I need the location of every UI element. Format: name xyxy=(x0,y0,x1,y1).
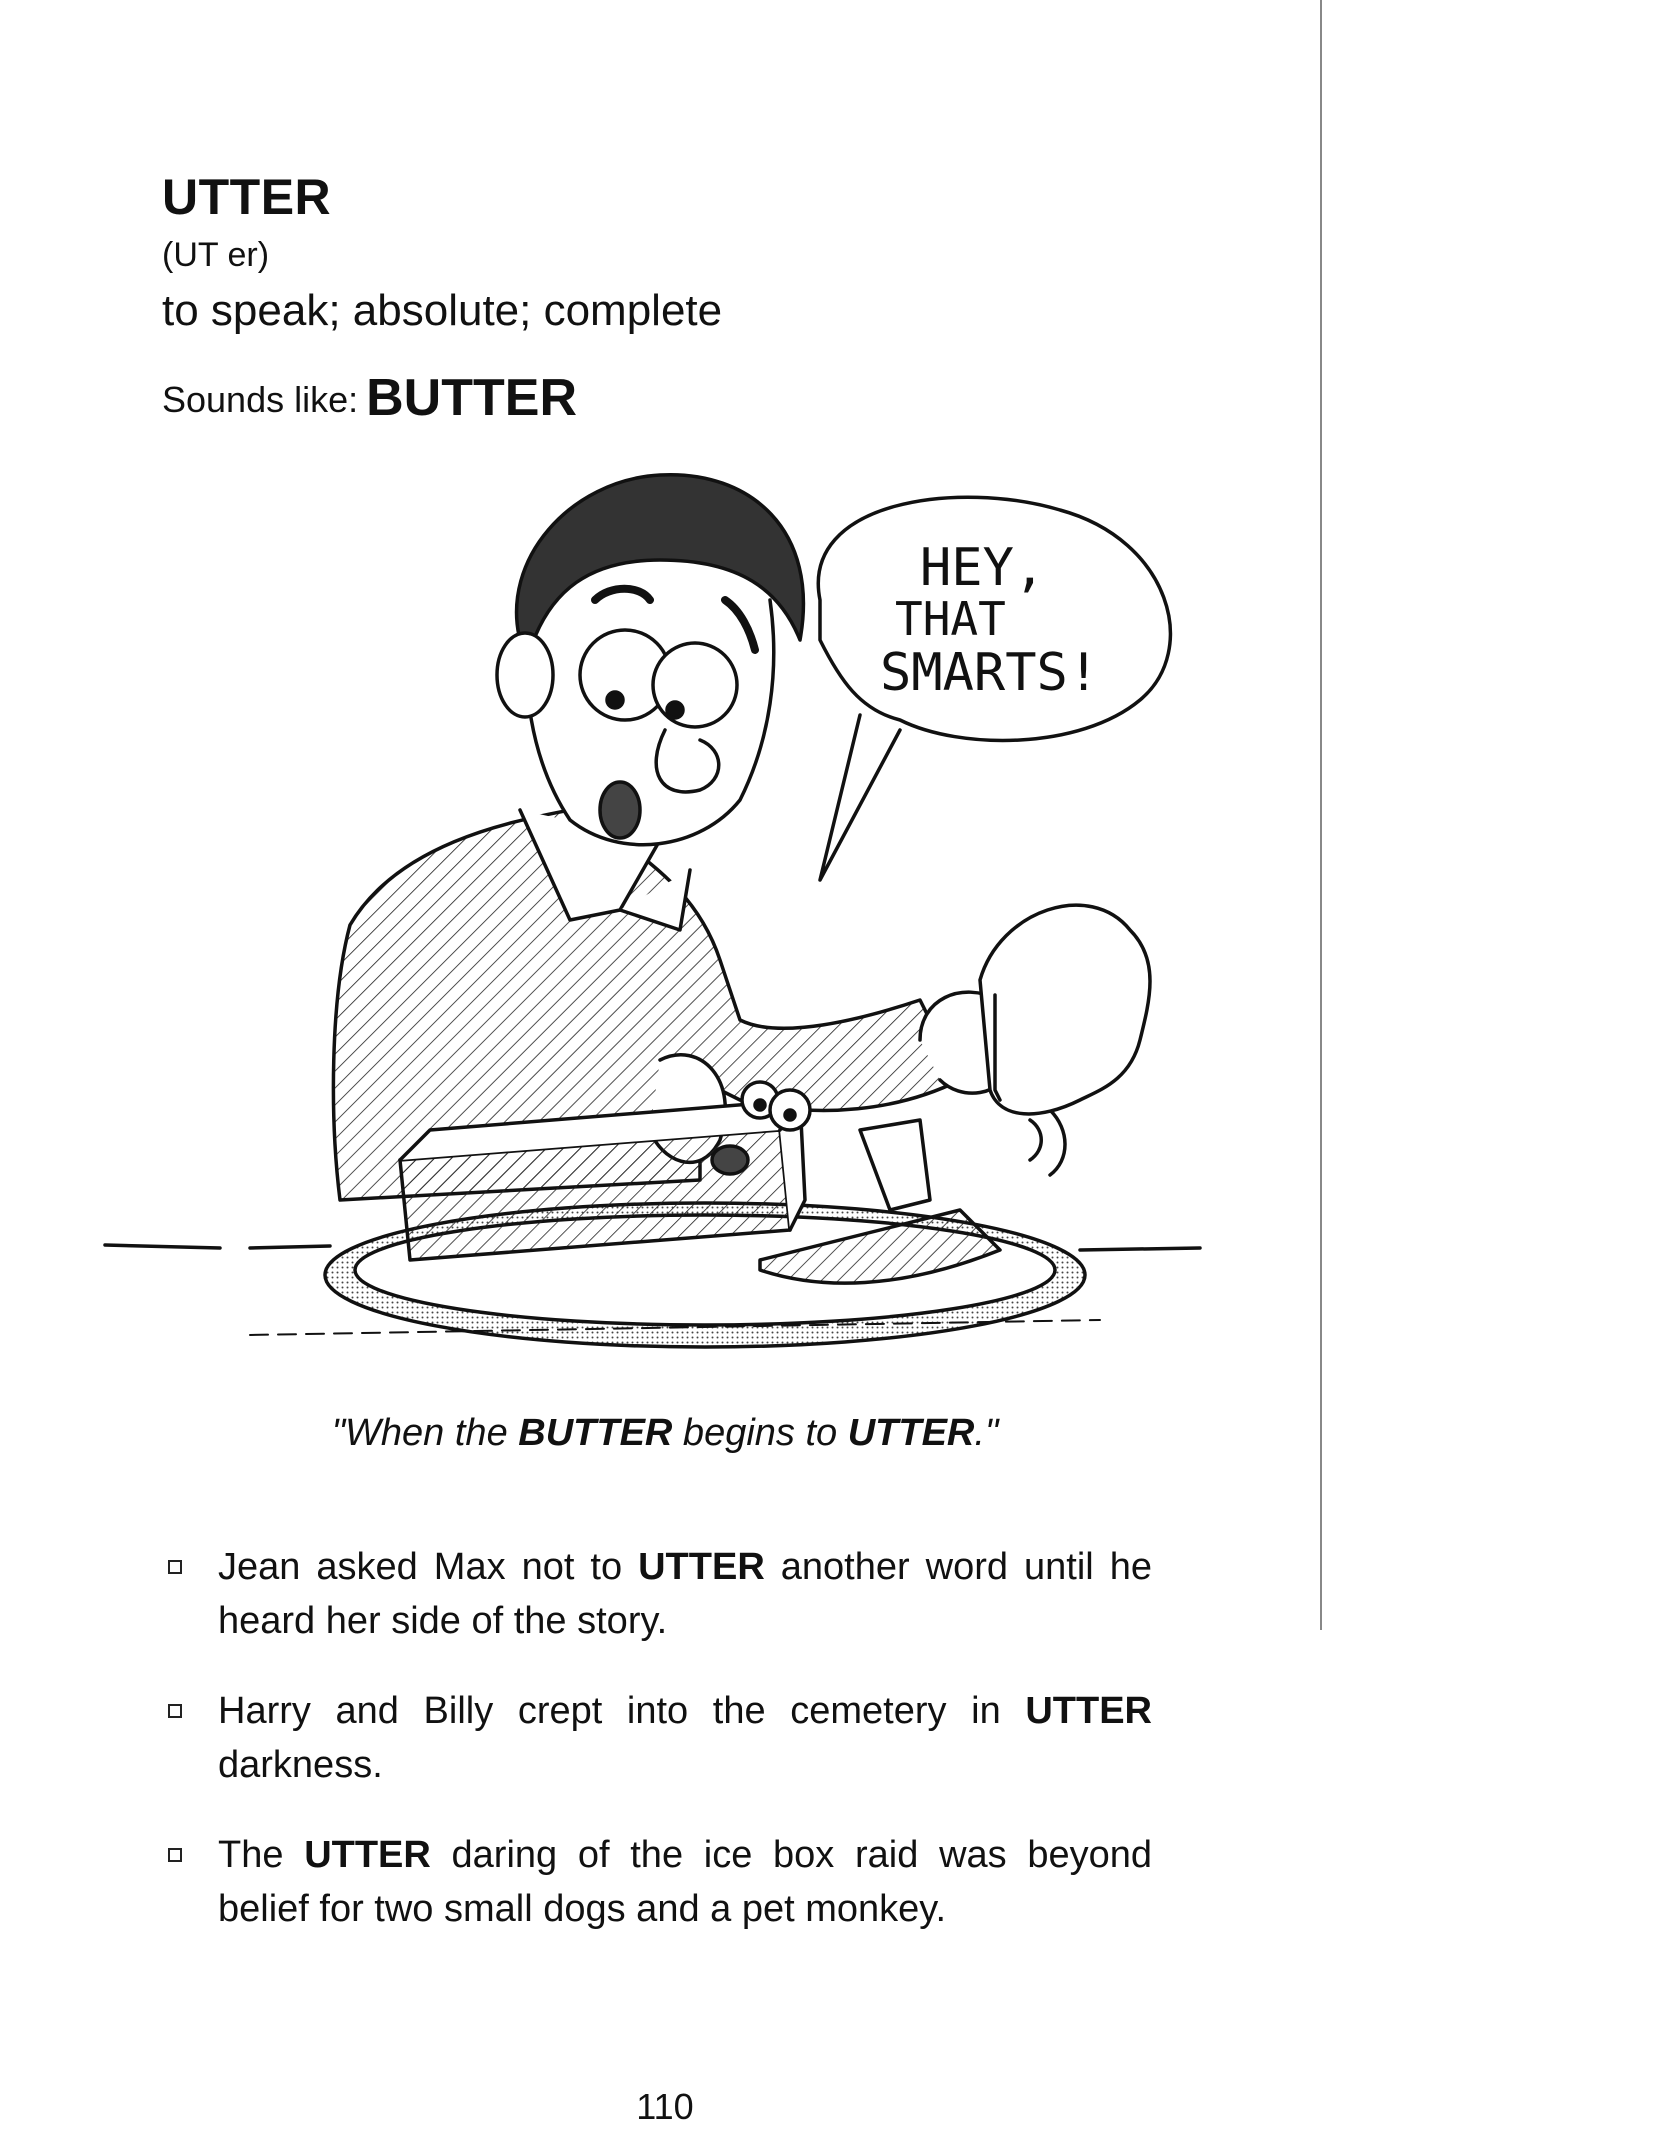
example-sentence: The UTTER daring of the ice box raid was beyond belief for two small dogs and a pet monkey. xyxy=(162,1828,1152,1936)
checkbox-bullet-icon xyxy=(168,1560,182,1574)
definition: to speak; absolute; complete xyxy=(162,286,723,335)
speech-line-2: THAT xyxy=(895,592,1006,646)
sounds-like-word: BUTTER xyxy=(366,369,577,427)
example-sentence: Jean asked Max not to UTTER another word until he heard her side of the story. xyxy=(162,1540,1152,1648)
pronunciation: (UT er) xyxy=(162,236,270,274)
entry-word: UTTER xyxy=(162,169,332,225)
speech-line-1: HEY, xyxy=(920,538,1046,598)
example-sentence: Harry and Billy crept into the cemetery in UTTER darkness. xyxy=(162,1684,1152,1792)
page-number: 110 xyxy=(636,2086,694,2127)
speech-line-3: SMARTS! xyxy=(880,643,1100,703)
checkbox-bullet-icon xyxy=(168,1704,182,1718)
sounds-like-label: Sounds like: xyxy=(162,379,359,420)
cartoon-illustration xyxy=(100,440,1220,1390)
page-gutter-line xyxy=(1318,0,1324,1630)
cartoon-caption: "When the BUTTER begins to UTTER." xyxy=(331,1412,999,1454)
checkbox-bullet-icon xyxy=(168,1848,182,1862)
sounds-like xyxy=(162,368,577,428)
